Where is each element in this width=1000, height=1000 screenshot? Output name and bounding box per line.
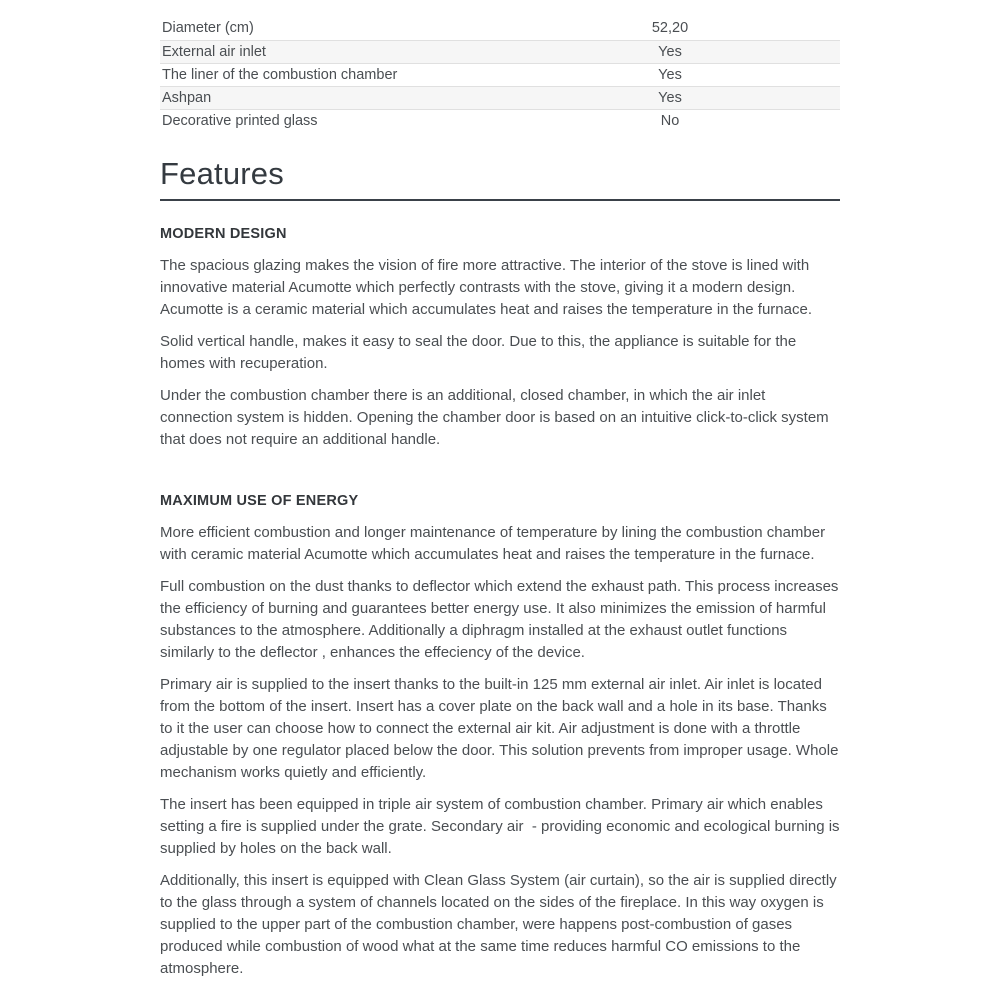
paragraph: Solid vertical handle, makes it easy to seal the door. Due to this, the appliance is suitable for the homes with recuperation. bbox=[160, 333, 801, 372]
spec-row bbox=[160, 86, 840, 109]
features-divider bbox=[160, 199, 840, 201]
features-title: Features bbox=[160, 156, 284, 191]
section-modern-design bbox=[160, 226, 840, 451]
spec-label: External air inlet bbox=[160, 40, 500, 63]
paragraph: Additionally, this insert is equipped with Clean Glass System (air curtain), so the air is supplied directly to the glass through a system of channels located on the sides of the fireplace. In this way oxygen is supplied to the upper part of the combustion chamber, were happens post-combustion of gases produced while combustion of wood what at the same time reduces harmful CO emissions to the atmosphere. bbox=[160, 872, 841, 977]
spec-value: 52,20 bbox=[651, 20, 689, 37]
paragraph: Full combustion on the dust thanks to deflector which extend the exhaust path. This process increases the efficiency of burning and guarantees better energy use. It also minimizes the emission of harmful substances to the atmosphere. Additionally a diphragm installed at the exhaust outlet functions similarly to the deflector , enhances the effeciency of the device. bbox=[160, 578, 843, 661]
spec-value: Yes bbox=[500, 86, 840, 109]
spec-value: No bbox=[500, 109, 840, 132]
section-heading: MODERN DESIGN bbox=[160, 226, 287, 242]
paragraph: Under the combustion chamber there is an additional, closed chamber, in which the air inlet connection system is hidden. Opening the chamber door is based on an intuitive click-to-click system that does not require an additional handle. bbox=[160, 387, 833, 448]
section-maximum-use-of-energy bbox=[160, 493, 844, 980]
spec-row bbox=[160, 63, 840, 86]
paragraph: The spacious glazing makes the vision of fire more attractive. The interior of the stove is lined with innovative material Acumotte which perfectly contrasts with the stove, giving it a modern design. Acumotte is a ceramic material which accumulates heat and raises the temperature in the furnace. bbox=[160, 257, 814, 318]
spec-label: Diameter (cm) bbox=[162, 20, 254, 37]
spec-label: Decorative printed glass bbox=[160, 109, 500, 132]
spec-row bbox=[160, 17, 840, 40]
paragraph: Primary air is supplied to the insert thanks to the built-in 125 mm external air inlet. Air inlet is located from the bottom of the insert. Insert has a cover plate on the back wall and a hole in its base. Thanks to it the user can choose how to connect the external air kit. Air adjustment is done with a throttle adjustable by one regulator placed below the door. This solution prevents from improper usage. Whole mechanism works quietly and efficiently. bbox=[160, 676, 843, 781]
spec-value: Yes bbox=[500, 40, 840, 63]
spec-value: Yes bbox=[500, 63, 840, 86]
spec-row bbox=[160, 109, 840, 132]
spec-row bbox=[160, 40, 840, 63]
spec-label: The liner of the combustion chamber bbox=[160, 63, 500, 86]
spec-table bbox=[160, 17, 840, 132]
paragraph: The insert has been equipped in triple air system of combustion chamber. Primary air which enables setting a fire is supplied under the grate. Secondary air - providing economic and ecological burning is supplied by holes on the back wall. bbox=[160, 796, 844, 857]
paragraph: More efficient combustion and longer maintenance of temperature by lining the combustion chamber with ceramic material Acumotte which accumulates heat and raises the temperature in the furnace. bbox=[160, 524, 830, 563]
section-heading: MAXIMUM USE OF ENERGY bbox=[160, 493, 359, 509]
spec-label: Ashpan bbox=[160, 86, 500, 109]
